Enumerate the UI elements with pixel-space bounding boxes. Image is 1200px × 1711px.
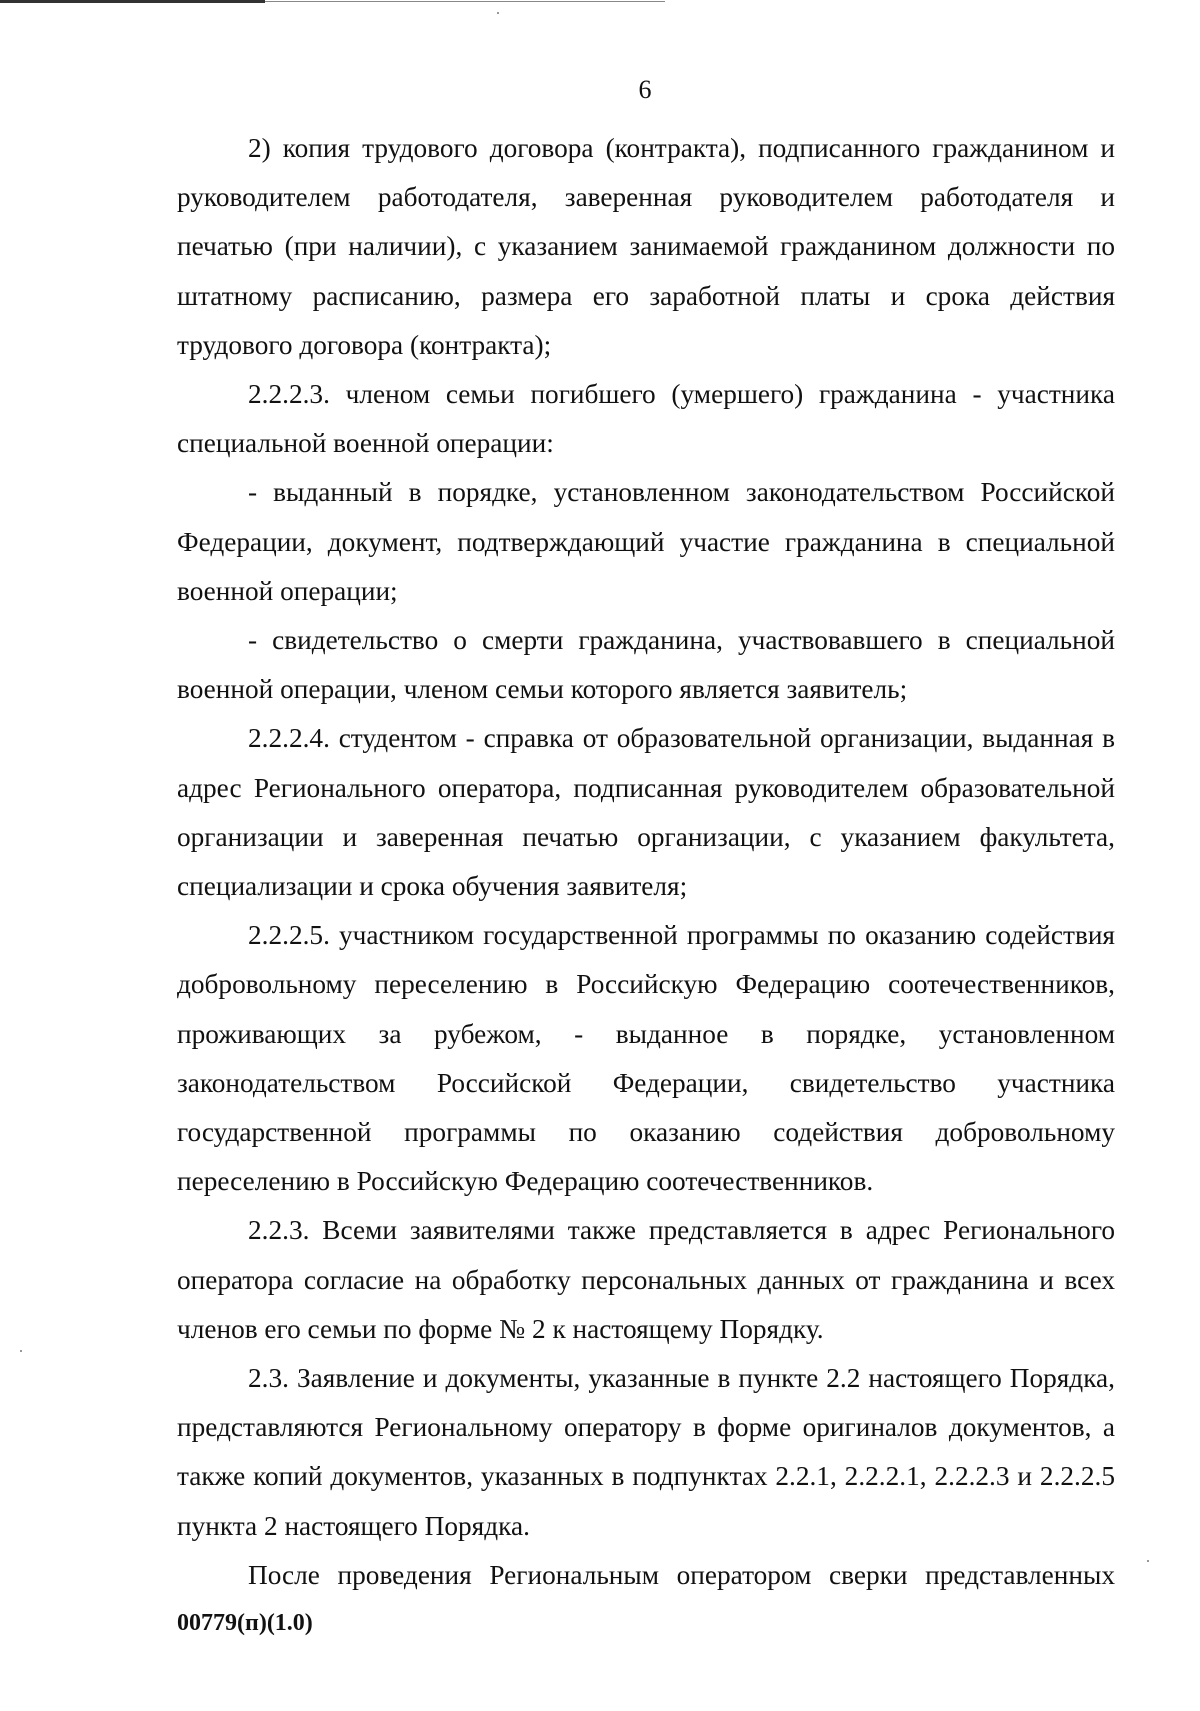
document-code: 00779(п)(1.0)	[177, 1610, 313, 1636]
scan-speck	[1147, 1560, 1149, 1562]
paragraph-employment-contract: 2) копия трудового договора (контракта), подписанного гражданином и руководителем работодателя, заверенная руководителем работодателя и печатью (при наличии), с указанием занимаемой гражданином должности по штатному расписанию, размера его заработной платы и срока действия трудового договора (контракта);	[177, 133, 1115, 360]
scan-edge-line	[0, 0, 265, 3]
scan-speck	[497, 12, 499, 14]
paragraph-verification: После проведения Региональным оператором сверки представленных	[248, 1559, 1115, 1590]
document-body	[177, 124, 1115, 1600]
paragraph-death-certificate: - свидетельство о смерти гражданина, участвовавшего в специальной военной операции, членом семьи которого является заявитель;	[177, 625, 1115, 705]
paragraph-family-member: 2.2.2.3. членом семьи погибшего (умершего) гражданина - участника специальной военной операции:	[177, 379, 1115, 459]
scan-edge-line-faint	[265, 1, 665, 2]
paragraph-submission: 2.3. Заявление и документы, указанные в пункте 2.2 настоящего Порядка, представляются Региональному оператору в форме оригиналов документов, а также копий документов, указанных в подпунктах 2.2.1, 2.2.2.1, 2.2.2.3 и 2.2.2.5 пункта 2 настоящего Порядка.	[177, 1363, 1115, 1541]
paragraph-participation-document: - выданный в порядке, установленном законодательством Российской Федерации, документ, подтверждающий участие гражданина в специальной военной операции;	[177, 477, 1115, 606]
scan-speck	[20, 1350, 22, 1352]
page-number: 6	[638, 75, 652, 104]
paragraph-student: 2.2.2.4. студентом - справка от образовательной организации, выданная в адрес Регионального оператора, подписанная руководителем образовательной организации и заверенная печатью организации, с указанием факультета, специализации и срока обучения заявителя;	[177, 723, 1115, 902]
paragraph-consent: 2.2.3. Всеми заявителями также представляется в адрес Регионального оператора согласие на обработку персональных данных от гражданина и всех членов его семьи по форме № 2 к настоящему Порядку.	[177, 1215, 1115, 1344]
paragraph-resettlement-program: 2.2.2.5. участником государственной программы по оказанию содействия добровольному переселению в Российскую Федерацию соотечественников, проживающих за рубежом, - выданное в порядке, установленном законодательством Российской Федерации, свидетельство участника государственной программы по оказанию содействия добровольному переселению в Российскую Федерацию соотечественников.	[177, 920, 1115, 1197]
